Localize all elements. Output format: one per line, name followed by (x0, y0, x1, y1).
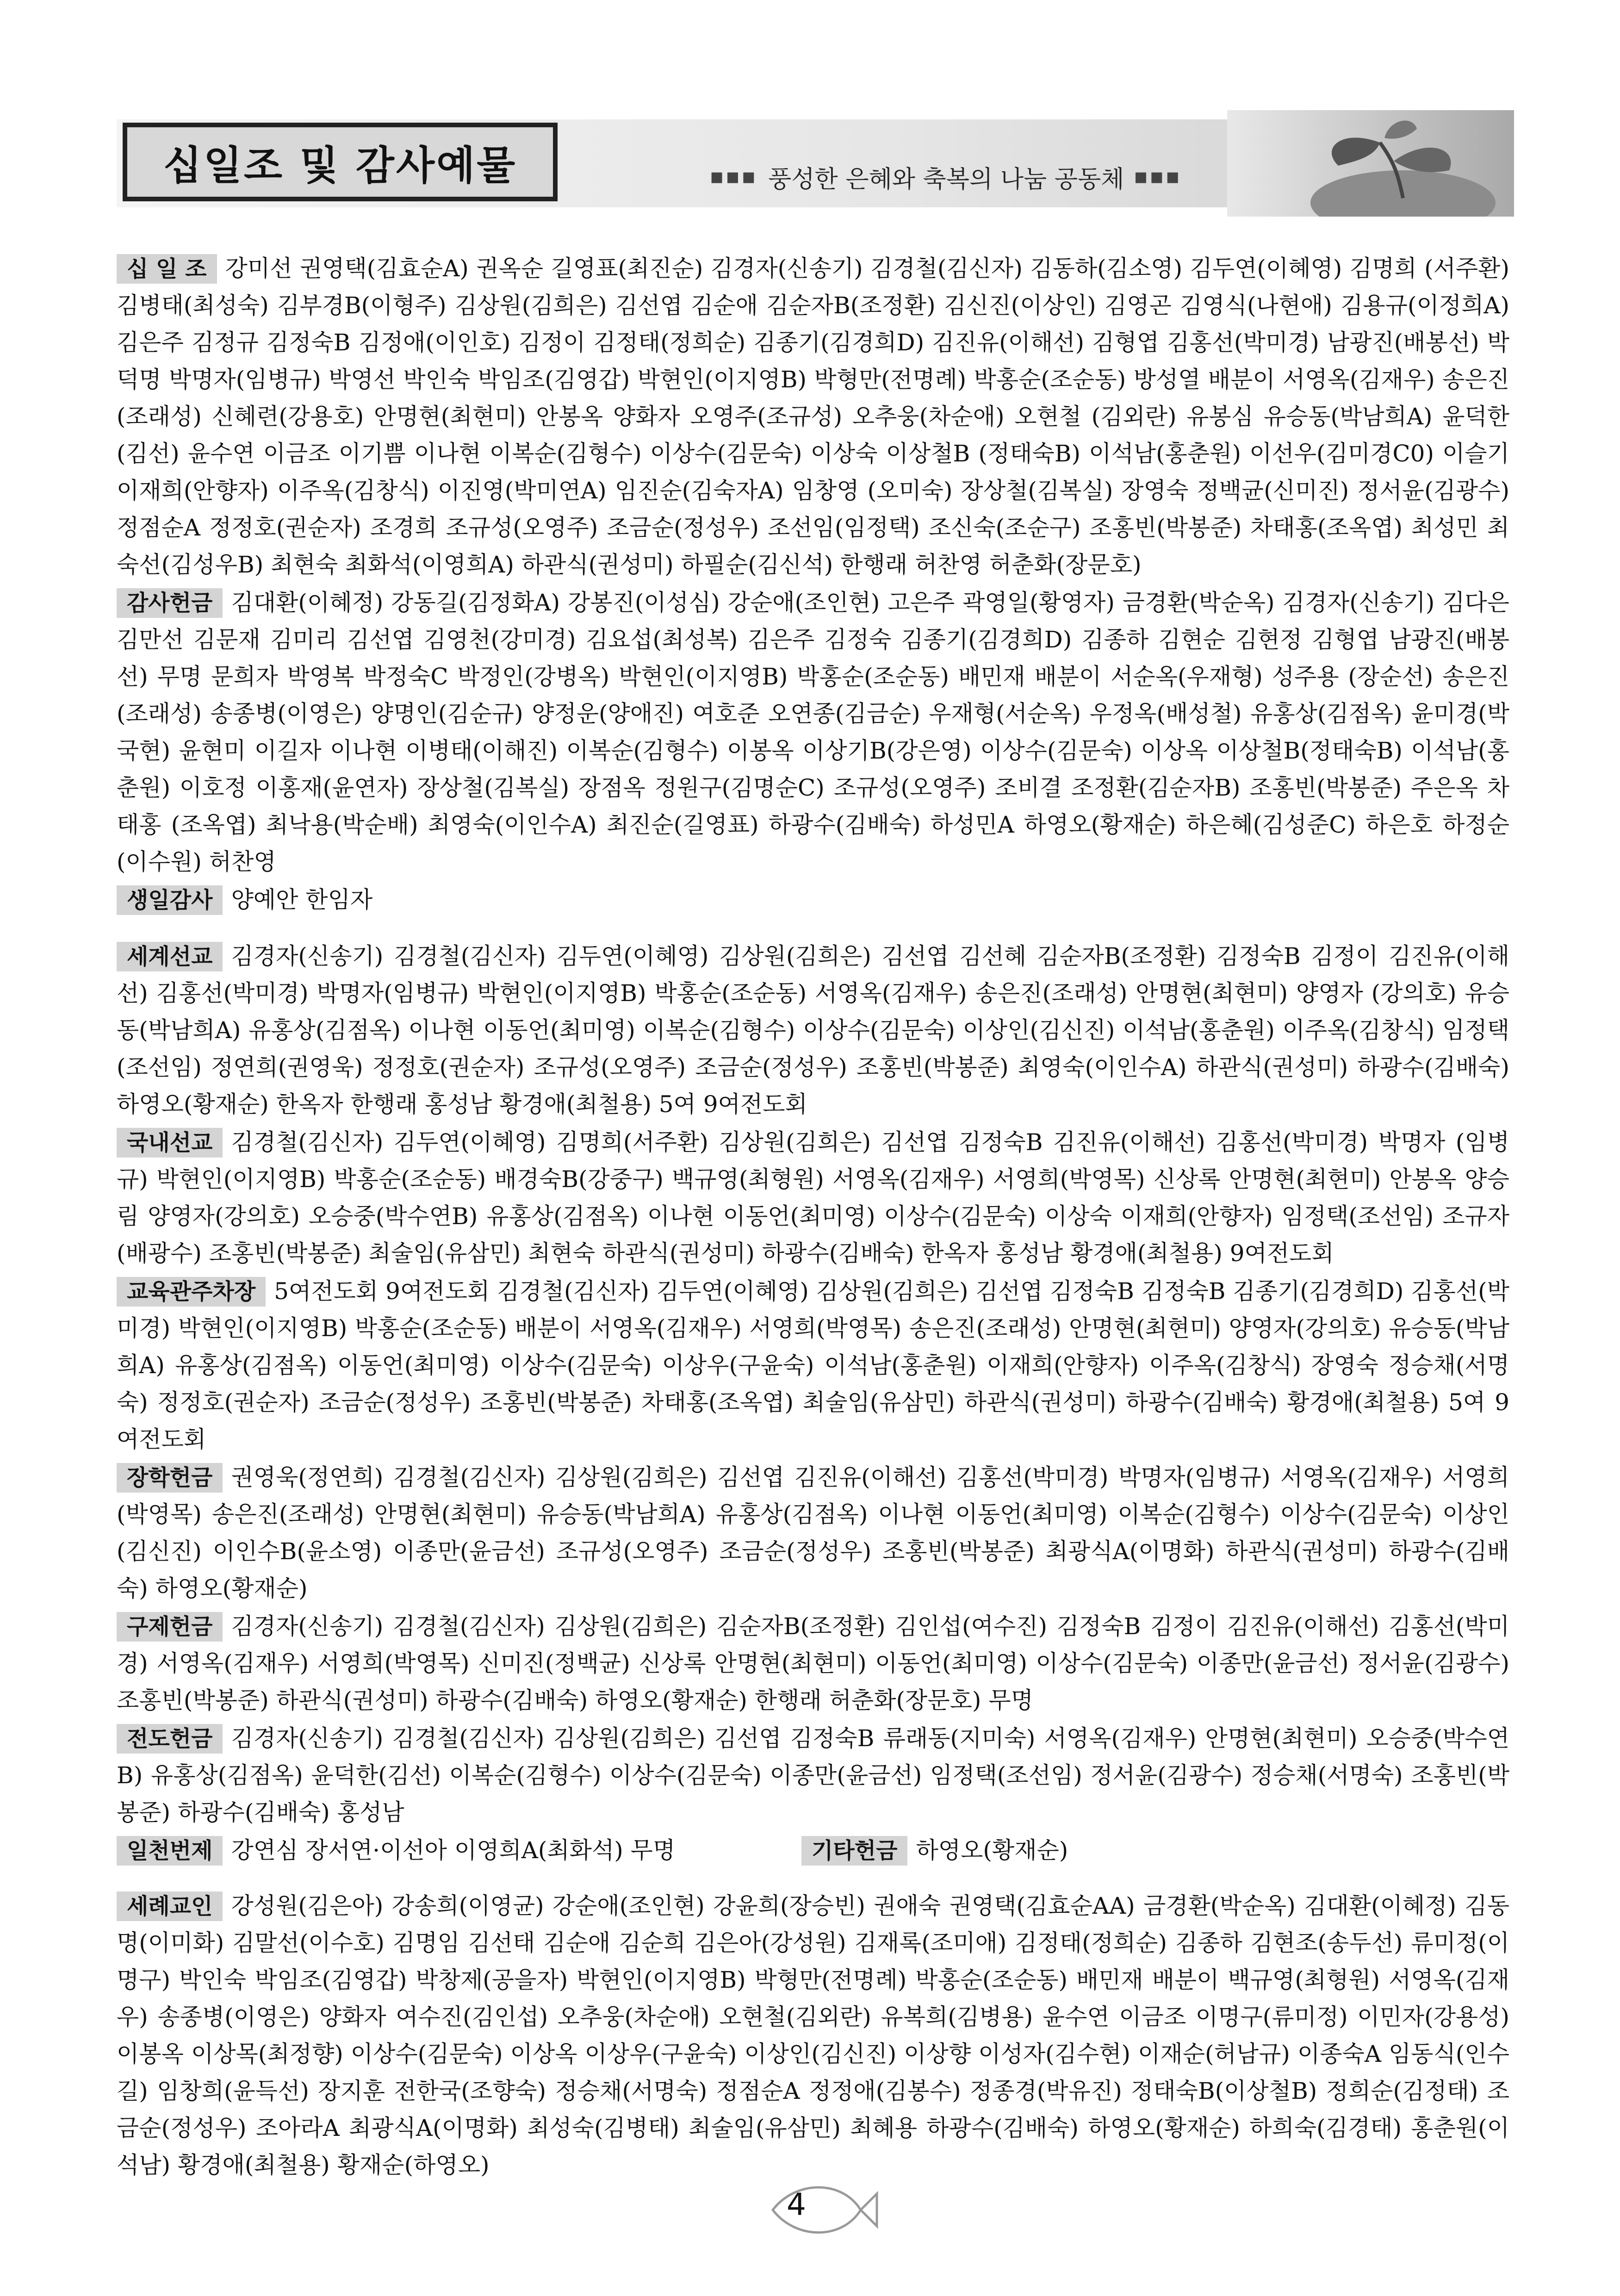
section-names: 김경자(신송기) 김경철(김신자) 김상원(김희은) 김순자B(조정환) 김인섭(여수진) 김정숙B 김정이 김진유(이해선) 김홍선(박미경) 서영옥(김재우) 서영희(박영목) 신미진(정백균) 신상록 안명현(최현미) 이동언(최미영) 이상수(김문숙) 이종만(윤금선) 정서윤(김광수) 조홍빈(박봉준) 하관식(권성미) 하광수(김배숙) 하영오(황재순) 한행래 허춘화(장문호) 무명 (117, 1613, 1509, 1714)
two-column-row (117, 1832, 1509, 1869)
section-label: 세례교인 (117, 1892, 223, 1921)
subtitle (710, 160, 1182, 194)
section-names: 강미선 권영택(김효순A) 권옥순 길영표(최진순) 김경자(신송기) 김경철(김신자) 김동하(김소영) 김두연(이혜영) 김명희 (서주환) 김병태(최성숙) 김부경B(이형주) 김상원(김희은) 김선엽 김순애 김순자B(조정환) 김신진(이상인) 김영곤 김영식(나현애) 김용규(이정희A) 김은주 김정규 김정숙B 김정애(이인호) 김정이 김정태(정희순) 김종기(김경희D) 김진유(이해선) 김형엽 김홍선(박미경) 남광진(배봉선) 박덕명 박명자(임병규) 박영선 박인숙 박임조(김영갑) 박현인(이지영B) 박형만(전명례) 박홍순(조순동) 방성열 배분이 서영옥(김재우) 송은진(조래성) 신혜련(강용호) 안명현(최현미) 안봉옥 양화자 오영주(조규성) 오추웅(차순애) 오현철 (김외란) 유봉심 유승동(박남희A) 윤덕한(김선) 윤수연 이금조 이기쁨 이나현 이복순(김형수) 이상수(김문숙) 이상숙 이상철B (정태숙B) 이석남(홍춘원) 이선우(김미경C0) 이슬기 이재희(안향자) 이주옥(김창식) 이진영(박미연A) 임진순(김숙자A) 임창영 (오미숙) 장상철(김복실) 장영숙 정백균(신미진) 정서윤(김광수) 정점순A 정정호(권순자) 조경희 조규성(오영주) 조금순(정성우) 조선임(임정택) 조신숙(조순구) 조홍빈(박봉준) 차태홍(조옥엽) 최성민 최숙선(김성우B) 최현숙 최화석(이영희A) 하관식(권성미) 하필순(김신석) 한행래 허찬영 허춘화(장문호) (117, 255, 1509, 578)
section-label: 생일감사 (117, 885, 223, 915)
section-education-parking (117, 1273, 1509, 1458)
section-label: 기타헌금 (801, 1836, 907, 1866)
plant-hands-image (1227, 110, 1514, 217)
decorative-squares-left: ■■■ (710, 169, 758, 185)
section-relief (117, 1608, 1509, 1719)
section-world-mission (117, 938, 1509, 1123)
section-other-offering (801, 1832, 1486, 1869)
offering-list (117, 250, 1509, 2184)
section-names: 김경철(김신자) 김두연(이혜영) 김명희(서주환) 김상원(김희은) 김선엽 김정숙B 김진유(이해선) 김홍선(박미경) 박명자 (임병규) 박현인(이지영B) 박홍순(조순동) 배경숙B(강중구) 백규영(최형원) 서영옥(김재우) 서영희(박영목) 신상록 안명현(최현미) 안봉옥 양승림 양영자(강의호) 오승중(박수연B) 유홍상(김점옥) 이나현 이동언(최미영) 이상수(김문숙) 이상숙 이재희(안향자) 임정택(조선임) 조규자(배광수) 조홍빈(박봉준) 최술임(유삼민) 최현숙 하관식(권성미) 하광수(김배숙) 한옥자 홍성남 황경애(최철용) 9여전도회 (117, 1129, 1509, 1267)
spacer (117, 919, 1509, 938)
page-title: 십일조 및 감사예물 (163, 143, 517, 189)
title-box (123, 123, 558, 201)
fish-icon (763, 2180, 879, 2240)
section-label: 구제헌금 (117, 1612, 223, 1642)
section-label: 국내선교 (117, 1128, 223, 1157)
section-names: 권영욱(정연희) 김경철(김신자) 김상원(김희은) 김선엽 김진유(이해선) 김홍선(박미경) 박명자(임병규) 서영옥(김재우) 서영희(박영목) 송은진(조래성) 안명현(최현미) 유승동(박남희A) 유홍상(김점옥) 이나현 이동언(최미영) 이복순(김형수) 이상수(김문숙) 이상인(김신진) 이인수B(윤소영) 이종만(윤금선) 조규성(오영주) 조금순(정성우) 조홍빈(박봉준) 최광식A(이명화) 하관식(권성미) 하광수(김배숙) 하영오(황재순) (117, 1464, 1509, 1602)
section-thousand-offering (117, 1832, 801, 1869)
section-label: 교육관주차장 (117, 1277, 266, 1307)
section-names: 김대환(이혜정) 강동길(김정화A) 강봉진(이성심) 강순애(조인현) 고은주 곽영일(황영자) 금경환(박순옥) 김경자(신송기) 김다은 김만선 김문재 김미리 김선엽 김영천(강미경) 김요섭(최성복) 김은주 김정숙 김종기(김경희D) 김종하 김현순 김현정 김형엽 남광진(배봉선) 무명 문희자 박영복 박정숙C 박정인(강병옥) 박현인(이지영B) 박홍순(조순동) 배민재 배분이 서순옥(우재형) 성주용 (장순선) 송은진(조래성) 송종병(이영은) 양명인(김순규) 양정운(양애진) 여호준 오연종(김금순) 우재형(서순옥) 우정옥(배성철) 유홍상(김점옥) 윤미경(박국현) 윤현미 이길자 이나현 이병태(이해진) 이복순(김형수) 이봉옥 이상기B(강은영) 이상수(김문숙) 이상옥 이상철B(정태숙B) 이석남(홍춘원) 이호정 이홍재(윤연자) 장상철(김복실) 장점옥 정원구(김명순C) 조규성(오영주) 조비결 조정환(김순자B) 조홍빈(박봉준) 주은옥 차태홍 (조옥엽) 최낙용(박순배) 최영숙(이인수A) 최진순(길영표) 하광수(김배숙) 하성민A 하영오(황재순) 하은혜(김성준C) 하은호 하정순(이수원) 허찬영 (117, 589, 1509, 875)
section-names: 하영오(황재순) (916, 1837, 1068, 1864)
section-scholarship (117, 1459, 1509, 1607)
section-label: 십 일 조 (117, 254, 217, 284)
section-thanks (117, 584, 1509, 880)
section-label: 세계선교 (117, 942, 223, 971)
section-names: 강연심 장서연·이선아 이영희A(최화석) 무명 (231, 1837, 676, 1864)
subtitle-text: 풍성한 은혜와 축복의 나눔 공동체 (768, 166, 1124, 193)
decorative-squares-right: ■■■ (1134, 169, 1182, 185)
section-label: 감사헌금 (117, 588, 223, 618)
section-names: 김경자(신송기) 김경철(김신자) 김두연(이혜영) 김상원(김희은) 김선엽 김선혜 김순자B(조정환) 김정숙B 김정이 김진유(이해선) 김홍선(박미경) 박명자(임병규) 박현인(이지영B) 박홍순(조순동) 서영옥(김재우) 송은진(조래성) 안명현(최현미) 양영자 (강의호) 유승동(박남희A) 유홍상(김점옥) 이나현 이동언(최미영) 이복순(김형수) 이상수(김문숙) 이상인(김신진) 이석남(홍춘원) 이주옥(김창식) 임정택(조선임) 정연희(권영욱) 정정호(권순자) 조규성(오영주) 조금순(정성우) 조홍빈(박봉준) 최영숙(이인수A) 하관식(권성미) 하광수(김배숙) 하영오(황재순) 한옥자 한행래 홍성남 황경애(최철용) 5여 9여전도회 (117, 943, 1509, 1118)
section-label: 일천번제 (117, 1836, 223, 1866)
section-names: 5여전도회 9여전도회 김경철(김신자) 김두연(이혜영) 김상원(김희은) 김선엽 김정숙B 김정숙B 김종기(김경희D) 김홍선(박미경) 박현인(이지영B) 박홍순(조순동) 배분이 서영옥(김재우) 서영희(박영목) 송은진(조래성) 안명현(최현미) 양영자(강의호) 유승동(박남희A) 유홍상(김점옥) 이동언(최미영) 이상수(김문숙) 이상우(구윤숙) 이석남(홍춘원) 이재희(안향자) 이주옥(김창식) 장영숙 정승채(서명숙) 정정호(권순자) 조금순(정성우) 조홍빈(박봉준) 차태홍(조옥엽) 최술임(유삼민) 하관식(권성미) 하광수(김배숙) 황경애(최철용) 5여 9여전도회 (117, 1278, 1509, 1453)
section-names: 강성원(김은아) 강송희(이영균) 강순애(조인현) 강윤희(장승빈) 권애숙 권영택(김효순AA) 금경환(박순옥) 김대환(이혜정) 김동명(이미화) 김말선(이수호) 김명임 김선태 김순애 김순희 김은아(강성원) 김재록(조미애) 김정태(정희순) 김종하 김현조(송두선) 류미정(이명구) 박인숙 박임조(김영갑) 박창제(공을자) 박현인(이지영B) 박형만(전명례) 박홍순(조순동) 배민재 배분이 백규영(최형원) 서영옥(김재우) 송종병(이영은) 양화자 여수진(김인섭) 오추웅(차순애) 오현철(김외란) 유복희(김병용) 윤수연 이금조 이명구(류미정) 이민자(강용성) 이봉옥 이상목(최정향) 이상수(김문숙) 이상옥 이상우(구윤숙) 이상인(김신진) 이상향 이성자(김수현) 이재순(허남규) 이종숙A 임동식(인수길) 임창희(윤득선) 장지훈 전한국(조향숙) 정승채(서명숙) 정점순A 정정애(김봉수) 정종경(박유진) 정태숙B(이상철B) 정희순(김정태) 조금순(정성우) 조아라A 최광식A(이명화) 최성숙(김병태) 최술임(유삼민) 최혜용 하광수(김배숙) 하영오(황재순) 하희숙(김경태) 홍춘원(이석남) 황경애(최철용) 황재순(하영오) (117, 1892, 1509, 2178)
spacer (117, 1869, 1509, 1887)
section-baptized-members (117, 1887, 1509, 2184)
page-number: 4 (787, 2187, 806, 2222)
section-names: 양예안 한임자 (231, 886, 373, 913)
section-evangelism (117, 1720, 1509, 1831)
section-tithe (117, 250, 1509, 583)
section-domestic-mission (117, 1124, 1509, 1272)
section-names: 김경자(신송기) 김경철(김신자) 김상원(김희은) 김선엽 김정숙B 류래동(지미숙) 서영옥(김재우) 안명현(최현미) 오승중(박수연B) 유홍상(김점옥) 윤덕한(김선) 이복순(김형수) 이상수(김문숙) 이종만(윤금선) 임정택(조선임) 정서윤(김광수) 정승채(서명숙) 조홍빈(박봉준) 하광수(김배숙) 홍성남 (117, 1725, 1509, 1826)
section-label: 장학헌금 (117, 1463, 223, 1493)
section-label: 전도헌금 (117, 1724, 223, 1754)
section-birthday (117, 881, 1509, 918)
